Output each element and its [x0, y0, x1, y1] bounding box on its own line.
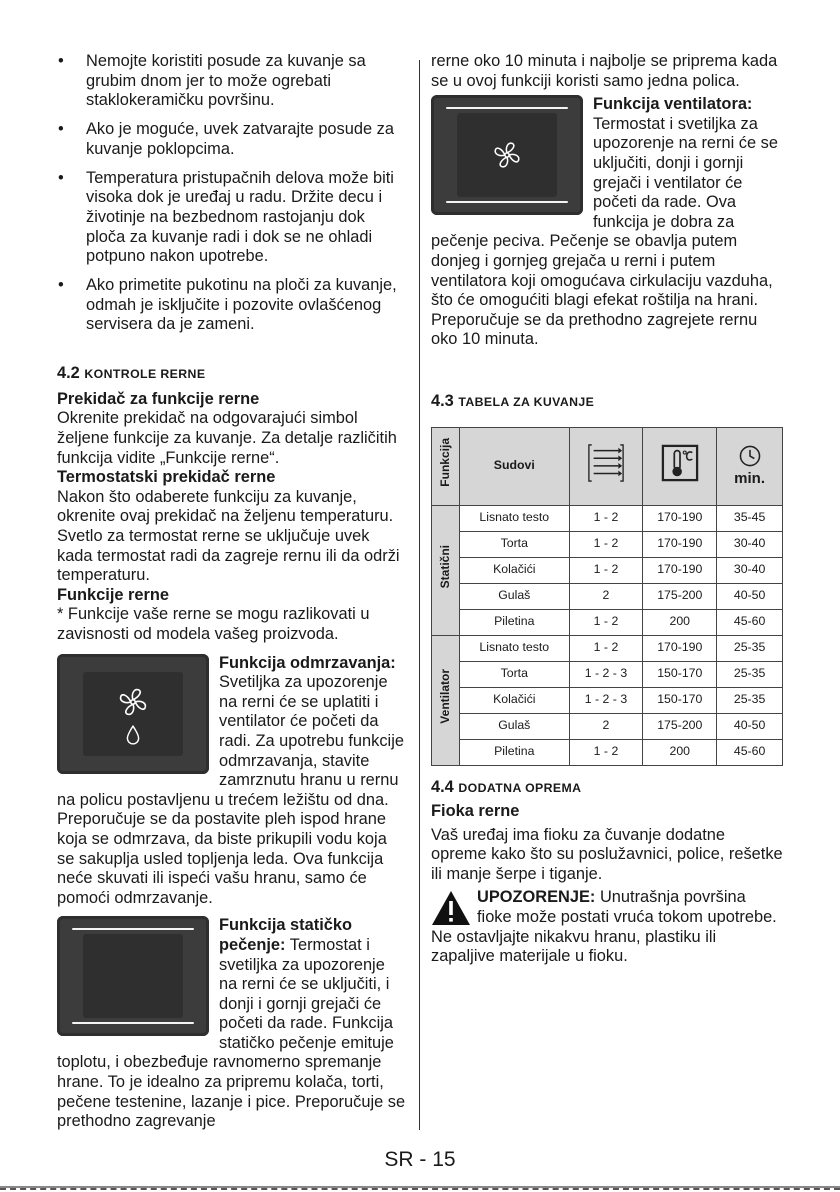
section-title: TABELA ZA KUVANJE — [458, 394, 595, 409]
paragraph: * Funkcije vaše rerne se mogu razlikovati u zavisnosti od modela vašeg proizvoda. — [57, 605, 370, 643]
list-item — [57, 52, 407, 111]
section-heading-4-2 — [57, 364, 407, 385]
subheading-oven-drawer: Fioka rerne — [431, 802, 520, 821]
cell-temp: 170-190 — [643, 557, 717, 583]
cell-shelf: 2 — [569, 583, 643, 609]
fan-icon — [113, 682, 153, 722]
clock-icon — [737, 443, 763, 469]
table-row — [432, 661, 783, 687]
safety-bullet-list — [57, 52, 407, 335]
water-drop-icon — [125, 724, 141, 746]
bullet-symbol: • — [58, 120, 64, 139]
defrost-text: Svetiljka za upozorenje na rerni će se uplatiti i ventilator će početi da radi. Za upotrebu funkcije odmrzavanja, stavite zamrznutu hranu u rernu na policu postavljenu u trećem ležištu od dna. Preporučuje se da postavite pleh ispod hrane koja se odmrzava, da biste prikupili vodu koja se sakuplja usled topljenja leda. Ova funkcija neće skuvati ili ispeći vašu hranu, samo će pomoći odmrzavanje. — [57, 673, 404, 907]
warning-triangle-icon — [431, 890, 471, 926]
cell-time: 30-40 — [717, 557, 783, 583]
cell-dish: Lisnato testo — [459, 505, 569, 531]
cell-time: 45-60 — [717, 609, 783, 635]
fan-title: Funkcija ventilatora: — [593, 95, 753, 114]
cell-temp: 150-170 — [643, 687, 717, 713]
section-number: 4.2 — [57, 364, 80, 383]
header-time — [717, 427, 783, 505]
cell-shelf: 1 - 2 — [569, 635, 643, 661]
static-text-continued: rerne oko 10 minuta i najbolje se priprema kada se u ovoj funkciji koristi samo jedna polica. — [431, 52, 778, 90]
section-number: 4.4 — [431, 777, 454, 796]
static-function-block — [57, 916, 407, 1132]
header-temperature — [643, 427, 717, 505]
section-heading-4-3 — [431, 392, 783, 413]
table-row — [432, 687, 783, 713]
header-dishes: Sudovi — [459, 427, 569, 505]
cell-temp: 200 — [643, 739, 717, 765]
cell-temp: 170-190 — [643, 635, 717, 661]
minutes-label: min. — [734, 469, 765, 487]
cell-temp: 175-200 — [643, 583, 717, 609]
header-function: Funkcija — [432, 427, 460, 505]
list-item — [57, 120, 407, 159]
cell-time: 25-35 — [717, 661, 783, 687]
group-fan: Ventilator — [432, 635, 460, 765]
section-title: DODATNA OPREMA — [458, 780, 582, 795]
cell-dish: Gulaš — [459, 583, 569, 609]
cell-temp: 200 — [643, 609, 717, 635]
cell-shelf: 1 - 2 — [569, 557, 643, 583]
defrost-oven-icon — [57, 654, 209, 774]
cell-time: 45-60 — [717, 739, 783, 765]
subheading-function-switch: Prekidač za funkcije rerne — [57, 389, 260, 408]
cell-temp: 170-190 — [643, 505, 717, 531]
section-heading-4-4 — [431, 778, 783, 799]
static-title: Funkcija statičko pečenje: — [219, 916, 352, 954]
paragraph: Okrenite prekidač na odgovarajući simbol željene funkcije za kuvanje. Za detalje različitih funkcija vidite „Funkcije rerne“. — [57, 409, 397, 467]
cell-shelf: 2 — [569, 713, 643, 739]
cell-dish: Piletina — [459, 609, 569, 635]
fan-function-block — [431, 95, 783, 350]
subheading-thermostat-switch: Termostatski prekidač rerne — [57, 468, 276, 487]
section-number: 4.3 — [431, 391, 454, 410]
cell-time: 40-50 — [717, 713, 783, 739]
page-edge-line — [0, 1186, 840, 1190]
subheading-oven-functions: Funkcije rerne — [57, 585, 170, 604]
cell-temp: 170-190 — [643, 531, 717, 557]
header-shelf-level — [569, 427, 643, 505]
top-heater-icon — [446, 107, 568, 109]
cell-shelf: 1 - 2 — [569, 739, 643, 765]
thermometer-icon — [661, 444, 699, 482]
cell-dish: Piletina — [459, 739, 569, 765]
cooking-table — [431, 427, 783, 766]
paragraph: Nakon što odaberete funkciju za kuvanje, okrenite ovaj prekidač na željenu temperaturu. Svetlo za termostat rerne se uključuje uvek kada termostat radi da zagreje rernu ili da održi temperaturu. — [57, 487, 400, 585]
cell-time: 35-45 — [717, 505, 783, 531]
cell-shelf: 1 - 2 — [569, 531, 643, 557]
warning-block — [431, 888, 783, 966]
table-row — [432, 531, 783, 557]
bullet-text: Nemojte koristiti posude za kuvanje sa grubim dnom jer to može ogrebati staklokeramičku površinu. — [86, 52, 366, 110]
cell-dish: Torta — [459, 661, 569, 687]
defrost-title: Funkcija odmrzavanja: — [219, 653, 396, 672]
paragraph: Vaš uređaj ima fioku za čuvanje dodatne opreme kako što su poslužavnici, police, rešetke ili manje šerpe i tiganje. — [431, 825, 783, 883]
table-row — [432, 635, 783, 661]
bottom-heater-icon — [446, 201, 568, 203]
static-oven-icon — [57, 916, 209, 1036]
page-number: SR - 15 — [384, 1148, 456, 1171]
cell-dish: Torta — [459, 531, 569, 557]
bullet-symbol: • — [58, 168, 64, 187]
shelf-levels-icon — [587, 442, 625, 484]
table-row — [432, 739, 783, 765]
bullet-text: Ako je moguće, uvek zatvarajte posude za kuvanje poklopcima. — [86, 120, 394, 158]
defrost-function-block — [57, 654, 407, 909]
cell-time: 25-35 — [717, 687, 783, 713]
group-static: Statični — [432, 505, 460, 635]
list-item — [57, 169, 407, 267]
cell-dish: Lisnato testo — [459, 635, 569, 661]
cell-dish: Kolačići — [459, 687, 569, 713]
cell-temp: 150-170 — [643, 661, 717, 687]
fan-icon — [488, 136, 526, 174]
cell-shelf: 1 - 2 - 3 — [569, 661, 643, 687]
right-column — [431, 52, 783, 967]
table-row — [432, 609, 783, 635]
cell-time: 25-35 — [717, 635, 783, 661]
cell-shelf: 1 - 2 — [569, 609, 643, 635]
bullet-symbol: • — [58, 52, 64, 70]
top-heater-icon — [72, 928, 194, 930]
cell-shelf: 1 - 2 - 3 — [569, 687, 643, 713]
table-row — [432, 505, 783, 531]
cell-time: 30-40 — [717, 531, 783, 557]
bottom-heater-icon — [72, 1022, 194, 1024]
cell-time: 40-50 — [717, 583, 783, 609]
left-column — [57, 52, 407, 1132]
bullet-text: Ako primetite pukotinu na ploči za kuvanje, odmah je isključite i pozovite ovlašćenog servisera da je zameni. — [86, 276, 397, 334]
warning-text: Unutrašnja površina fioke može postati vruća tokom upotrebe. Ne ostavljajte nikakvu hranu, plastiku ili zapaljive materijale u fioku. — [431, 888, 777, 966]
fan-text: Termostat i svetiljka za upozorenje na rerni će se uključiti, donji i gornji grejači i ventilator će početi da rade. Ova funkcija je dobra za pečenje peciva. Pečenje se obavlja putem donjeg i gornjeg grejača u rerni i putem ventilatora koji omogućava cirkulaciju vazduha, što će omogućiti blagi efekat roštilja na hrani. Preporučuje se da prethodno zagrejete rernu oko 10 minuta. — [431, 114, 778, 349]
section-title: KONTROLE RERNE — [84, 367, 206, 382]
column-divider — [419, 60, 420, 1130]
cell-dish: Gulaš — [459, 713, 569, 739]
bullet-symbol: • — [58, 276, 64, 295]
cell-temp: 175-200 — [643, 713, 717, 739]
bullet-text: Temperatura pristupačnih delova može biti visoka dok je uređaj u radu. Držite decu i životinje na bezbednom rastojanju dok ploča za kuvanje radi i dok se ne ohladi potpuno nakon upotrebe. — [86, 168, 394, 266]
cell-shelf: 1 - 2 — [569, 505, 643, 531]
cell-dish: Kolačići — [459, 557, 569, 583]
list-item — [57, 276, 407, 335]
table-row — [432, 713, 783, 739]
table-row — [432, 557, 783, 583]
warning-title: UPOZORENJE: — [477, 888, 596, 907]
fan-oven-icon — [431, 95, 583, 215]
static-text: Termostat i svetiljka za upozorenje na rerni će se uključiti, i donji i gornji grejači će početi da rade. Funkcija statičko pečenje emituje toplotu, i obezbeđuje ravnomerno spremanje hrane. To je idealno za pripremu kolača, torti, pečene testenine, lazanje i pice. Preporučuje se prethodno zagrevanje — [57, 935, 406, 1131]
table-row — [432, 583, 783, 609]
